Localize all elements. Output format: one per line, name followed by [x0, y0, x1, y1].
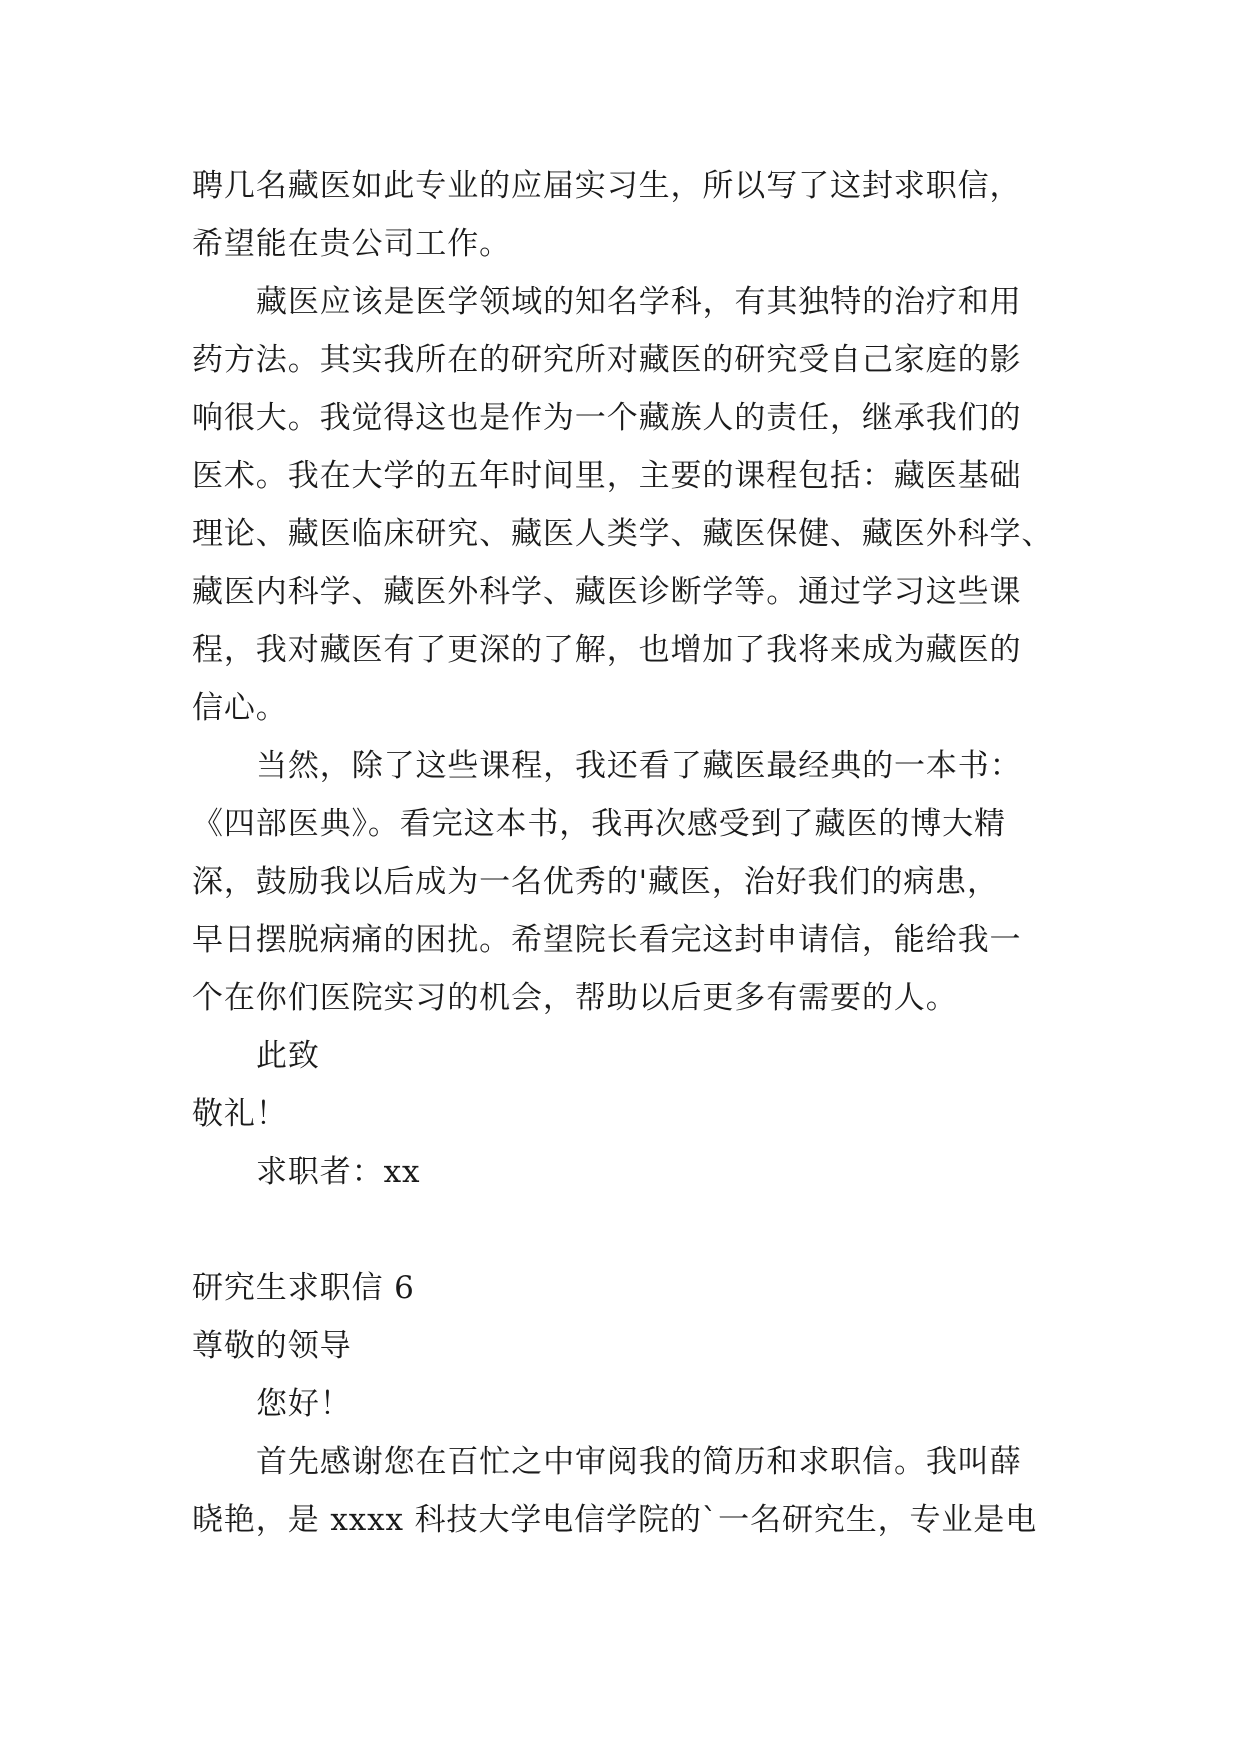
closing-salutation: 此致 — [256, 1038, 320, 1074]
paragraph-line: 聘几名藏医如此专业的应届实习生，所以写了这封求职信， — [192, 168, 1022, 204]
section-title: 研究生求职信 6 — [192, 1270, 415, 1306]
paragraph-line: 首先感谢您在百忙之中审阅我的简历和求职信。我叫薛 — [256, 1444, 1022, 1480]
paragraph-line: 藏医内科学、藏医外科学、藏医诊断学等。通过学习这些课 — [192, 574, 1022, 610]
paragraph-line: 信心。 — [192, 690, 288, 726]
paragraph-line: 医术。我在大学的五年时间里，主要的课程包括：藏医基础 — [192, 458, 1022, 494]
paragraph-line: 《四部医典》。看完这本书，我再次感受到了藏医的博大精 — [192, 806, 1006, 842]
paragraph-line: 理论、藏医临床研究、藏医人类学、藏医保健、藏医外科学、 — [192, 516, 1054, 552]
closing-regards: 敬礼！ — [192, 1096, 288, 1132]
paragraph-line: 早日摆脱病痛的困扰。希望院长看完这封申请信，能给我一 — [192, 922, 1022, 958]
paragraph-line: 个在你们医院实习的机会，帮助以后更多有需要的人。 — [192, 980, 958, 1016]
greeting-recipient: 尊敬的领导 — [192, 1328, 352, 1364]
paragraph-line: 深，鼓励我以后成为一名优秀的'藏医，治好我们的病患， — [192, 864, 999, 900]
paragraph-line: 希望能在贵公司工作。 — [192, 226, 511, 262]
paragraph-line: 程，我对藏医有了更深的了解，也增加了我将来成为藏医的 — [192, 632, 1022, 668]
paragraph-line: 晓艳，是 xxxx 科技大学电信学院的`一名研究生，专业是电 — [192, 1502, 1038, 1538]
greeting-hello: 您好！ — [256, 1386, 352, 1422]
signature-line: 求职者：xx — [256, 1154, 421, 1190]
paragraph-line: 药方法。其实我所在的研究所对藏医的研究受自己家庭的影 — [192, 342, 1022, 378]
paragraph-line: 响很大。我觉得这也是作为一个藏族人的责任，继承我们的 — [192, 400, 1022, 436]
paragraph-line: 当然，除了这些课程，我还看了藏医最经典的一本书： — [256, 748, 1022, 784]
paragraph-line: 藏医应该是医学领域的知名学科，有其独特的治疗和用 — [256, 284, 1022, 320]
